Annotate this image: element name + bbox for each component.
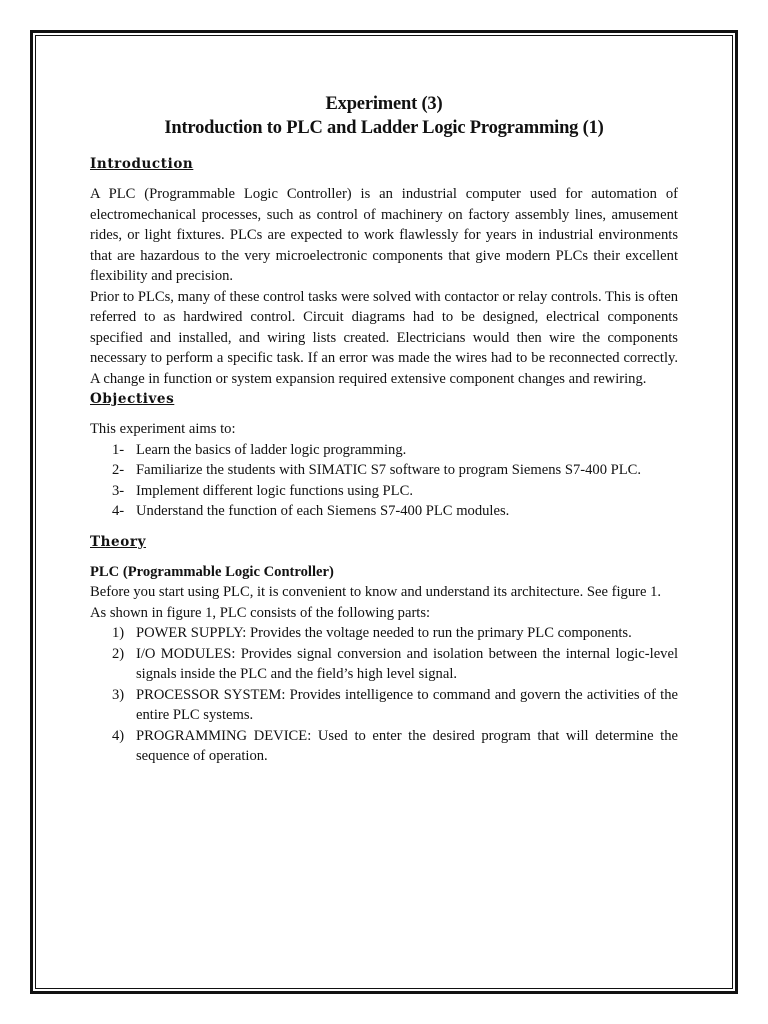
list-item: 3- Implement different logic functions using PLC. — [112, 482, 413, 499]
theory-heading: Theory — [90, 533, 147, 550]
introduction-heading: Introduction — [90, 156, 194, 172]
plc-subheading: PLC (Programmable Logic Controller) — [90, 563, 334, 580]
list-item: 1- Learn the basics of ladder logic programming. — [112, 441, 407, 458]
objectives-heading: Objectives — [90, 391, 175, 407]
introduction-paragraph-1: A PLC (Programmable Logic Controller) is an industrial computer used for automation of electromechanical processes, such as control of machinery on factory assembly lines, amusement rides, or light fixtures. PLCs are expected to work flawlessly for years in industrial environments that are hazardous to the very microelectronic components that give modern PLCs their excellent flexibility and precision. — [90, 186, 678, 284]
objectives-list — [90, 440, 678, 522]
list-item: 4- Understand the function of each Siemens S7-400 PLC modules. — [112, 503, 510, 519]
theory-section — [90, 532, 678, 767]
list-item: 3) PROCESSOR SYSTEM: Provides intelligence to command and govern the activities of the entire PLC systems. — [112, 686, 678, 723]
theory-paragraph-2: As shown in figure 1, PLC consists of the following parts: — [90, 604, 431, 621]
title-block — [90, 92, 678, 140]
list-item: 1) POWER SUPPLY: Provides the voltage needed to run the primary PLC components. — [112, 625, 632, 641]
list-item: 2) I/O MODULES: Provides signal conversion and isolation between the internal logic-level signals inside the PLC and the field’s high level signal. — [112, 645, 678, 682]
objectives-intro: This experiment aims to: — [90, 421, 236, 437]
objectives-section — [90, 389, 678, 522]
list-item: 2- Familiarize the students with SIMATIC S7 software to program Siemens S7-400 PLC. — [112, 462, 642, 478]
list-item: 4) PROGRAMMING DEVICE: Used to enter the desired program that will determine the sequence of operation. — [112, 727, 678, 764]
theory-paragraph-1: Before you start using PLC, it is convenient to know and understand its architecture. See figure 1. — [90, 584, 662, 600]
plc-parts-list — [90, 623, 678, 767]
experiment-title: Experiment (3) — [325, 94, 443, 114]
introduction-paragraph-2: Prior to PLCs, many of these control tasks were solved with contactor or relay controls. This is often referred to as hardwired control. Circuit diagrams had to be designed, electrical components specified and installed, and wiring lists created. Electricians would then wire the components necessary to perform a specific task. If an error was made the wires had to be reconnected correctly. A change in function or system expansion required extensive component changes and rewiring. — [90, 288, 678, 387]
document-content — [90, 92, 678, 767]
experiment-subtitle: Introduction to PLC and Ladder Logic Programming (1) — [164, 118, 604, 138]
introduction-section — [90, 154, 678, 389]
